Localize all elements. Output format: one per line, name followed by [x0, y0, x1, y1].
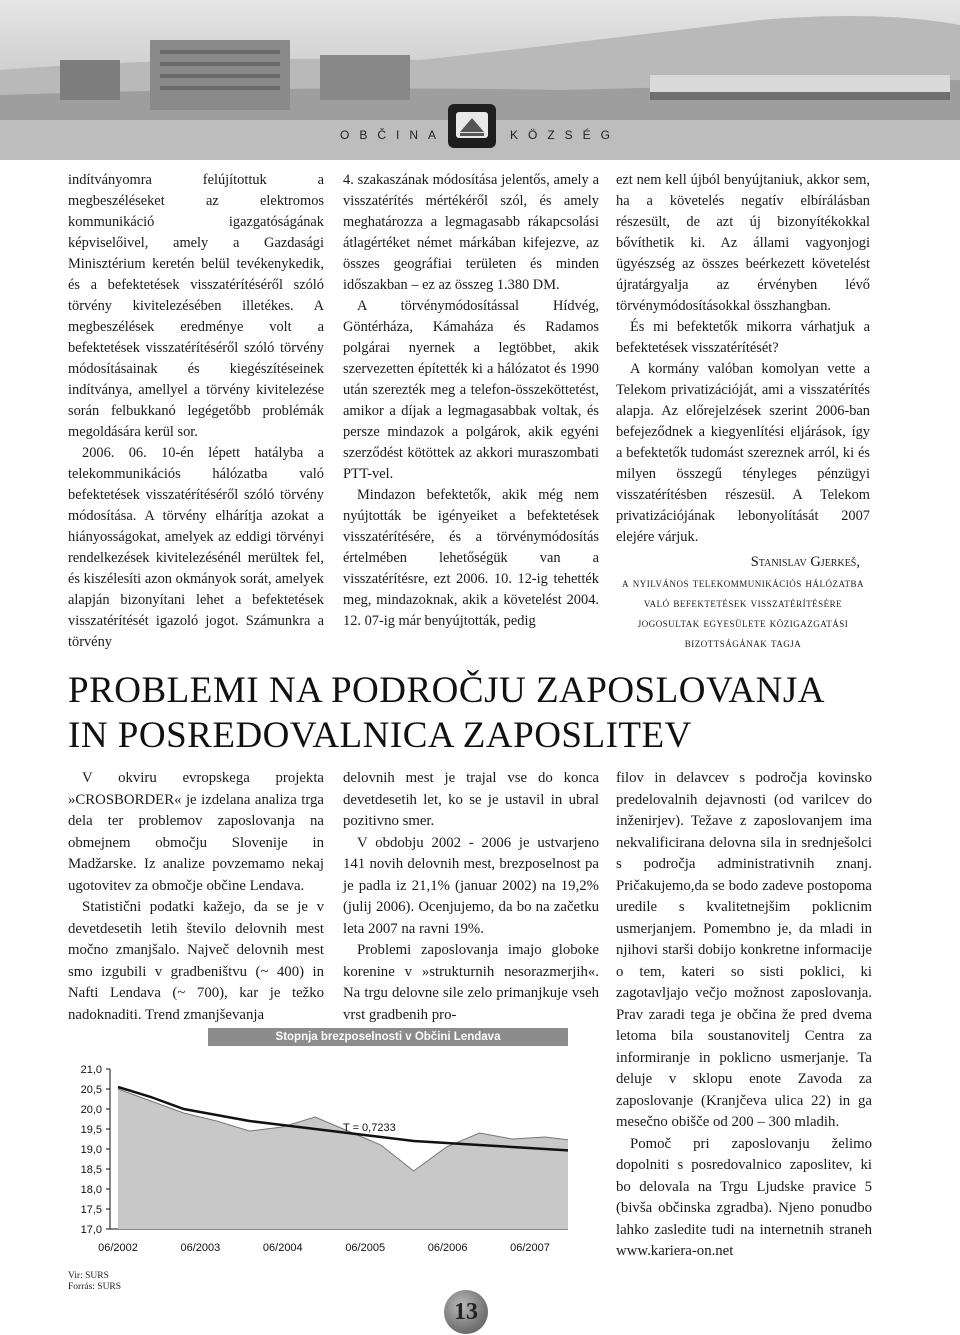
masthead: [340, 118, 621, 148]
lower-col2-paragraph-2: V obdobju 2002 - 2006 je ustvarjeno 141 novih delovnih mest, brezposelnost pa je padla iz 21,1% (januar 2002) na 19,2% (julij 2006). Ocenjujemo, da bo na začetku leta 2007 na ravni 19%.: [343, 834, 599, 937]
x-tick-label: 06/2003: [180, 1242, 221, 1254]
upper-col2-paragraph-3: Mindazon befektetők, akik még nem nyújtották be igényeiket a befektetések visszatérítésére, és a törvénymódosítás értelmében lehetőségük van a visszatérítésre, ezt 2006. 10. 12-ig tehették meg, mindazoknak, akik a követelést 2004. 12. 07-ig már benyújtották, pedig: [343, 487, 599, 629]
y-tick-label: 19,5: [80, 1124, 102, 1136]
upper-col3-paragraph-2: És mi befektetők mikorra várhatjuk a befektetések visszatérítését?: [616, 319, 870, 356]
x-tick-label: 06/2004: [262, 1242, 303, 1254]
trend-annotation: T = 0,7233: [343, 1122, 396, 1134]
signature-name: Stanislav Gjerkeš,: [750, 554, 860, 570]
article-headline: [68, 668, 928, 758]
lower-col1-paragraph-1: V okviru evropskega projekta »CROSBORDER« je izdelana analiza trga dela ter problemov zaposlovanja na obmejnem območju Slovenije in Madžarske. Iz analize povzemamo nekaj ugotovitev za območje občine Lendava.: [68, 770, 324, 894]
upper-col3-paragraph-3: A kormány valóban komolyan vette a Telekom privatizációját, ami a visszatérítés alapja. Az előrejelzések szerint 2006-ban befejeződnek a kiegyenlítési eljárások, így a befektetők tudomást szereznek arról, ki és milyen összegű tényleges pénzügyi visszatérítésben részesül. A Telekom privatizációjának lebonyolítását 2007 elejére várjuk.: [616, 361, 870, 545]
chart-title: Stopnja brezposelnosti v Občini Lendava: [208, 1028, 568, 1046]
masthead-hungarian: KÖZSÉG: [510, 128, 621, 142]
upper-column-1: [68, 170, 324, 653]
lower-column-3: [616, 768, 872, 1263]
source-line-hungarian: Forrás: SURS: [68, 1282, 122, 1292]
headline-line-2: IN POSREDOVALNICA ZAPOSLITEV: [68, 715, 692, 756]
lower-col2-paragraph-3: Problemi zaposlovanja imajo globoke korenine v »strukturnih nesorazmerjih«. Na trgu delovne sile zelo primanjkuje vseh vrst gradbenih pro-: [343, 942, 599, 1023]
x-tick-label: 06/2005: [345, 1242, 386, 1254]
lower-col3-paragraph-1: filov in delavcev s področja kovinsko predelovalnih dejavnosti (od varilcev do inženirjev). Težave z zaposlovanjem ima nekvalificirana delovna sila in srednješolci s področja administrativnih znanj. Pričakujemo,da se bodo zadeve postopoma uredile s kvalitetnejšim poklicnim usmerjanjem. Pomembno je, da mladi in njihovi starši dobijo konkretne informacije o tem, kateri so sisti poklici, ki zagotavljajo večjo možnost zaposlovanja. Prav zaradi tega je občina že pred dvema letoma bila soustanovitelj Centra za informiranje in poklicno usmerjanje. Ta deluje v sklopu enote Zavoda za zaposlovanje (Kranjčeva ulica 22) in ga mesečno obišče od 200 – 300 mladih.: [616, 770, 872, 1130]
upper-col2-paragraph-1: 4. szakaszának módosítása jelentős, amely a visszatérítés mértékéről szól, és amely meghatározza a legmagasabb rákapcsolási átlagértéket német márkában kifejezve, az összes geográfiai területen és minden időszakban – ez az összeg 1.380 DM.: [343, 172, 599, 293]
lower-col1-paragraph-2: Statistični podatki kažejo, da se je v devetdesetih letih število delovnih mest močno zmanjšalo. Največ delovnih mest smo izgubili v gradbeništvu (~ 400) in Nafti Lendava (~ 700), kar je težko nadoknaditi. Trend zmanjševanja: [68, 899, 324, 1023]
unemployment-chart: [68, 1025, 568, 1265]
y-tick-label: 17,0: [80, 1224, 102, 1236]
lower-column-1: [68, 768, 324, 1026]
chart-plot: [68, 1025, 568, 1265]
lower-col3-paragraph-2: Pomoč pri zaposlovanju želimo dopolniti s posredovalnico zaposlitev, ki bo delovala na Trgu Ljudske pravice 5 (bivša občinska zgradba). Njeno ponudbo lahko zasledite tudi na internetnih straneh www.kariera-on.net: [616, 1135, 872, 1259]
signature-role: a nyilvános telekommunikációs hálózatba való befektetések visszatérítésére jogosultak egyesülete közigazgatási bizottságának tagja: [622, 575, 864, 650]
lower-column-2: [343, 768, 599, 1026]
upper-col3-paragraph-1: ezt nem kell újból benyújtaniuk, akkor sem, ha a követelés negatív elbírálásban részesült, de azt új bizonyítékokkal bővíthetik ki. Az állami vagyonjogi ügyészség az összes beérkezett követelést újratárgyalja az érvényben lévő törvénymódosításokkal összhangban.: [616, 172, 870, 314]
y-tick-label: 18,0: [80, 1184, 102, 1196]
y-tick-label: 17,5: [80, 1204, 102, 1216]
signature: [616, 552, 870, 653]
y-tick-label: 19,0: [80, 1144, 102, 1156]
upper-column-3: [616, 170, 870, 653]
upper-col1-paragraph-1: indítványomra felújítottuk a megbeszéléseket az elektromos kommunikáció igazgatóságának képviselőivel, amely a Gazdasági Minisztérium keretén belül tevékenykedik, és a befektetések visszatérítéséről szóló törvény kivitelezésében illetékes. A megbeszélések eredménye volt a befektetések visszatérítéséről szóló törvény módosításainak és kiegészítéseinek indítványa, amellyel a törvény kivitelezése során felbukkanó legégetőbb problémák megoldására kerül sor.: [68, 172, 324, 440]
page-number: 13: [444, 1290, 488, 1334]
chart-source: [68, 1271, 121, 1293]
upper-column-2: [343, 170, 599, 632]
y-tick-label: 20,5: [80, 1084, 102, 1096]
x-tick-label: 06/2006: [427, 1242, 468, 1254]
upper-col1-paragraph-2: 2006. 06. 10-én lépett hatályba a telekommunikációs hálózatba való befektetések visszatérítéséről szóló törvény módosítása. A törvény elhárítja azokat a hiányosságokat, amelyek az eddigi törvényi rendelkezések kivitelezésénél merültek fel, és kiszélesíti azon okmányok sorát, amelyek alapján bizonyítani lehet a befektetések visszatérítését igazoló jogot. Számunkra a törvény: [68, 445, 324, 650]
x-tick-label: 06/2007: [510, 1242, 550, 1254]
headline-line-1: PROBLEMI NA PODROČJU ZAPOSLOVANJA: [68, 670, 825, 711]
source-line-slovenian: Vir: SURS: [68, 1271, 109, 1281]
upper-col2-paragraph-2: A törvénymódosítással Hídvég, Göntérháza, Kámaháza és Radamos polgárai nyernek a legtöbbet, akik szervezetten építették ki a hálózatot és 1990 után szerezték meg a telefon-összeköttetést, amikor a díjak a legmagasabbak voltak, és persze mindazok a polgárok, akik egyéni szerződést kötöttek az akkori muraszombati PTT-vel.: [343, 298, 599, 482]
lower-col2-paragraph-1: delovnih mest je trajal vse do konca devetdesetih let, ko se je ustavil in ubral pozitivno smer.: [343, 770, 599, 829]
x-tick-label: 06/2002: [98, 1242, 138, 1254]
masthead-slovenian: OBČINA: [340, 128, 447, 142]
y-tick-label: 20,0: [80, 1104, 102, 1116]
y-tick-label: 21,0: [80, 1064, 102, 1076]
y-tick-label: 18,5: [80, 1164, 102, 1176]
